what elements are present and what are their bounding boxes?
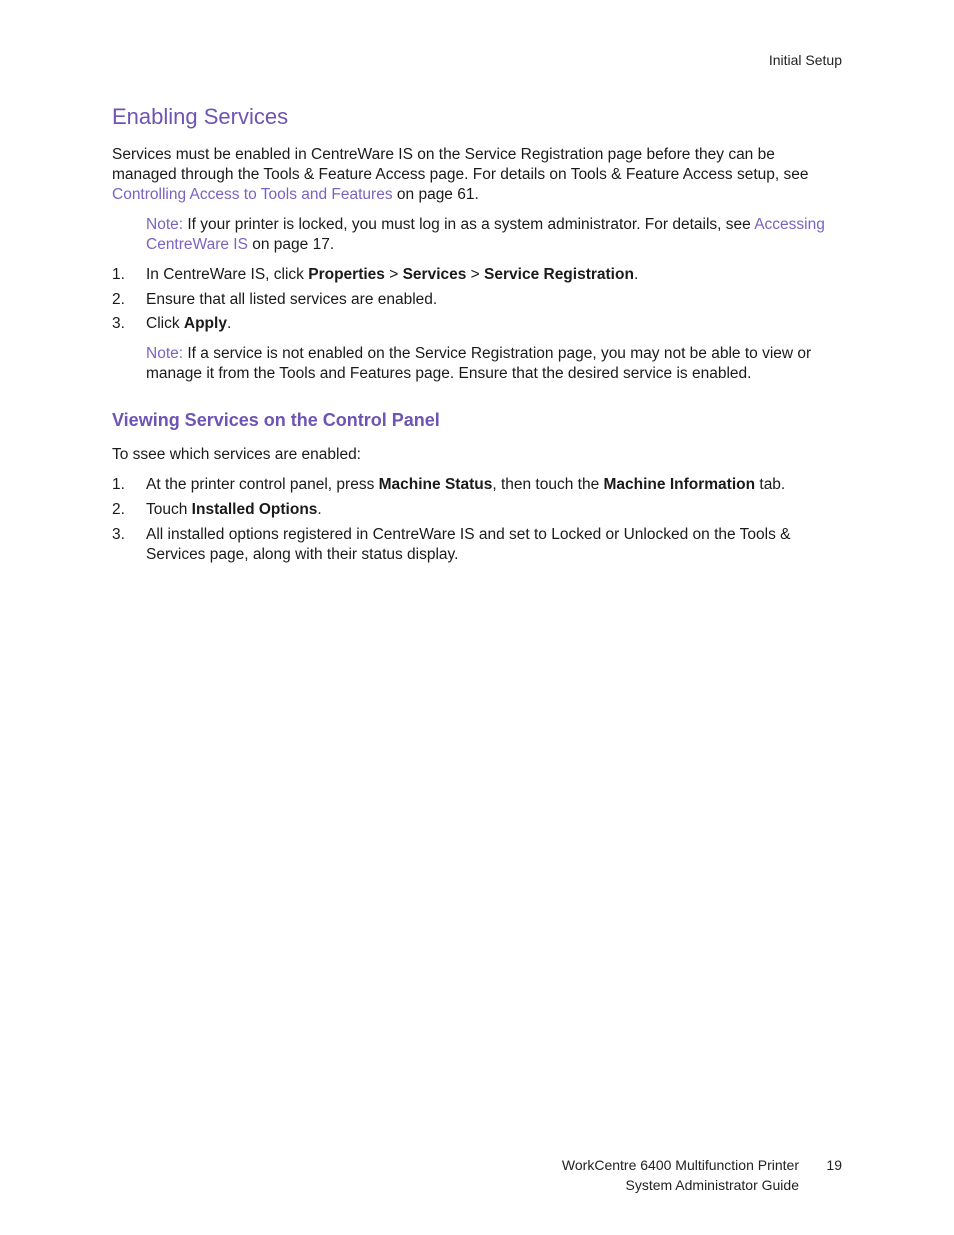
step-post: tab. xyxy=(755,476,786,493)
accessing-link-part1[interactable]: Accessing xyxy=(754,216,825,233)
machine-status-term: Machine Status xyxy=(378,476,493,493)
separator: > xyxy=(384,266,403,283)
menu-service-registration: Service Registration xyxy=(484,266,634,283)
step-pre: At the printer control panel, press xyxy=(146,476,379,493)
menu-services: Services xyxy=(402,266,467,283)
machine-information-term: Machine Information xyxy=(603,476,756,493)
step-line-1: All installed options registered in CentreWare IS and set to Locked or Unlocked on the Tools & xyxy=(146,526,791,543)
subsection-title: Viewing Services on the Control Panel xyxy=(112,410,440,430)
note-label: Note: xyxy=(146,216,184,233)
step-pre: In CentreWare IS, click xyxy=(146,266,309,283)
note-locked xyxy=(146,215,825,255)
step-text xyxy=(146,500,846,520)
step-number: 3. xyxy=(112,526,125,543)
note-tail: on page 17. xyxy=(247,236,335,253)
step-number: 3. xyxy=(112,315,125,332)
note-text: If a service is not enabled on the Service Registration page, you may not be able to view or xyxy=(183,345,812,362)
footer-guide: System Administrator Guide xyxy=(625,1177,799,1193)
footer-title xyxy=(562,1155,799,1195)
step-number: 1. xyxy=(112,476,125,493)
note-not-enabled xyxy=(146,344,811,384)
page-number: 19 xyxy=(826,1157,842,1173)
viewing-intro: To ssee which services are enabled: xyxy=(112,446,361,463)
running-header: Initial Setup xyxy=(768,52,842,68)
step-pre: Touch xyxy=(146,501,192,518)
controlling-access-link[interactable]: Controlling Access to Tools and Features xyxy=(112,186,393,203)
step-number: 2. xyxy=(112,291,125,308)
step-text xyxy=(146,314,846,334)
step-number: 2. xyxy=(112,501,125,518)
intro-line-2: managed through the Tools & Feature Access page. For details on Tools & Feature Access setup, see xyxy=(112,166,809,183)
step-text xyxy=(146,475,846,495)
note-not-enabled-line-2: manage it from the Tools and Features page. Ensure that the desired service is enabled. xyxy=(146,365,752,382)
step-post: . xyxy=(317,501,322,518)
step-pre: Click xyxy=(146,315,184,332)
section-title: Enabling Services xyxy=(112,104,289,129)
accessing-link-part2[interactable]: CentreWare IS xyxy=(146,236,248,253)
footer-product: WorkCentre 6400 Multifunction Printer xyxy=(561,1157,799,1173)
intro-paragraph xyxy=(112,145,808,205)
step-post: . xyxy=(633,266,639,283)
note-label: Note: xyxy=(146,345,184,362)
intro-tail: on page 61. xyxy=(392,186,479,203)
installed-options-term: Installed Options xyxy=(191,501,318,518)
intro-line-3 xyxy=(112,185,808,205)
step-post: . xyxy=(226,315,232,332)
step-text: Ensure that all listed services are enabled. xyxy=(146,291,438,308)
step-text xyxy=(146,525,846,565)
step-number: 1. xyxy=(112,266,125,283)
note-not-enabled-line-1 xyxy=(146,344,811,364)
apply-term: Apply xyxy=(183,315,227,332)
note-locked-line-2 xyxy=(146,235,825,255)
intro-line-1: Services must be enabled in CentreWare IS on the Service Registration page before they can be xyxy=(112,146,775,163)
menu-properties: Properties xyxy=(308,266,385,283)
note-text: If your printer is locked, you must log in as a system administrator. For details, see xyxy=(183,216,755,233)
note-locked-line-1 xyxy=(146,215,825,235)
step-line-2: Services page, along with their status display. xyxy=(146,546,459,563)
separator: > xyxy=(466,266,485,283)
step-mid: , then touch the xyxy=(492,476,604,493)
step-text xyxy=(146,265,846,285)
